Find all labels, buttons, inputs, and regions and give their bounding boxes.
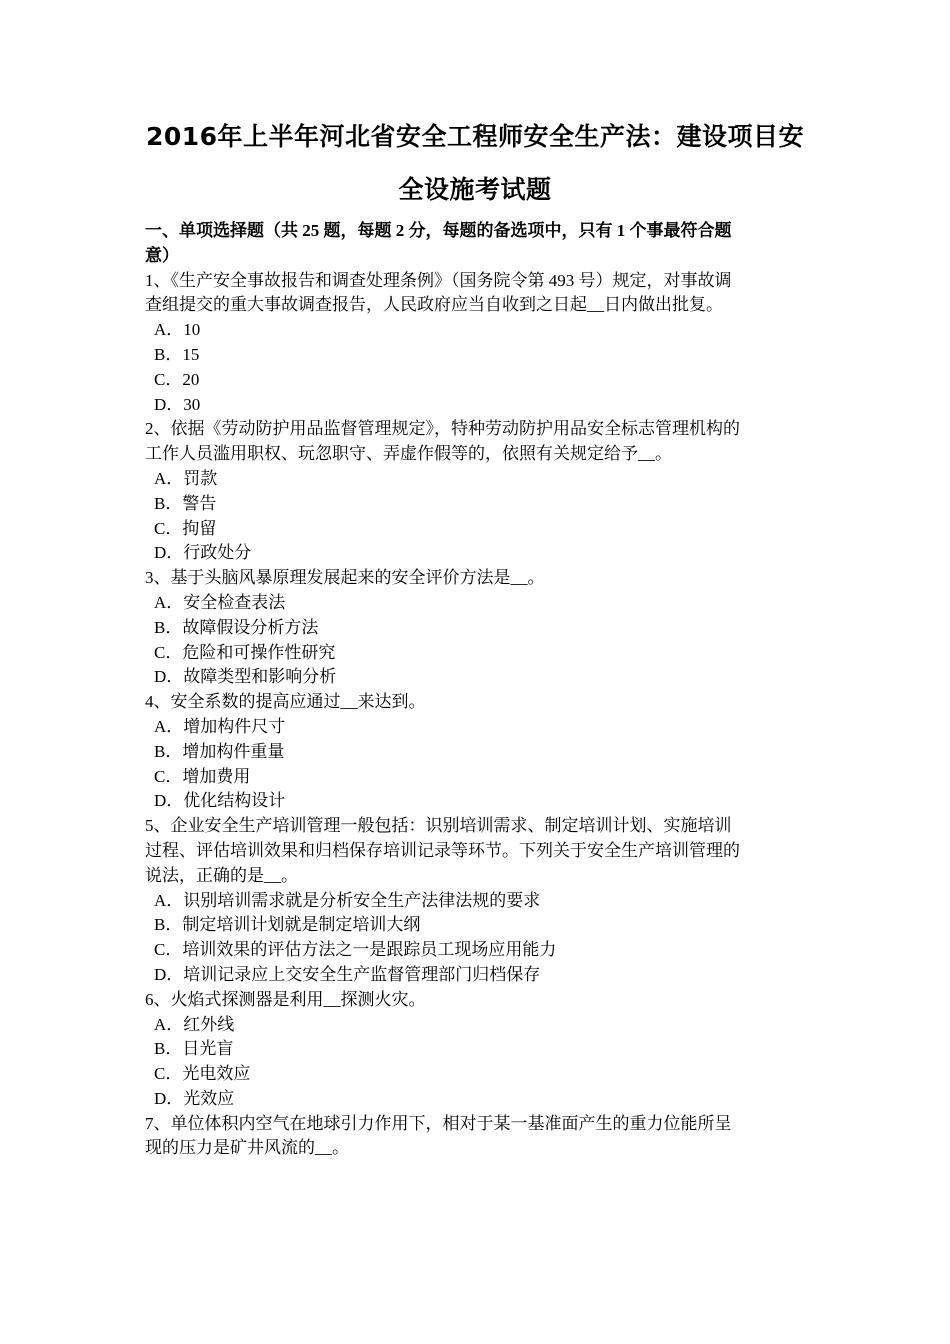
question-stem-line: 1、《生产安全事故报告和调查处理条例》（国务院令第 493 号）规定，对事故调 [145, 270, 732, 290]
section-heading [145, 219, 810, 269]
question-item [145, 690, 810, 814]
document-title-line-1: 2016年上半年河北省安全工程师安全生产法：建设项目安 [145, 122, 805, 151]
answer-option: B．警告 [154, 493, 217, 513]
question-stem-line: 2、依据《劳动防护用品监督管理规定》，特种劳动防护用品安全标志管理机构的 [145, 419, 740, 439]
answer-option: B．日光盲 [154, 1039, 234, 1059]
answer-option: D．光效应 [154, 1088, 235, 1108]
question-stem-line: 查组提交的重大事故调查报告，人民政府应当自收到之日起__日内做出批复。 [145, 295, 723, 315]
question-item [145, 988, 810, 1112]
answer-option: A．10 [154, 320, 201, 340]
answer-option: D．培训记录应上交安全生产监督管理部门归档保存 [154, 964, 541, 984]
answer-option: D．行政处分 [154, 543, 252, 563]
answer-option: B．15 [154, 344, 200, 364]
document-title-line-2: 全设施考试题 [398, 175, 552, 204]
answer-option: A．识别培训需求就是分析安全生产法律法规的要求 [154, 890, 541, 910]
question-item [145, 417, 810, 566]
answer-option: C．增加费用 [154, 766, 251, 786]
answer-option: C．拘留 [154, 518, 217, 538]
answer-option: A．罚款 [154, 468, 218, 488]
question-item [145, 814, 810, 988]
question-stem-line: 5、企业安全生产培训管理一般包括：识别培训需求、制定培训计划、实施培训 [145, 816, 732, 836]
question-item [145, 269, 810, 418]
question-item [145, 1112, 810, 1162]
question-stem-line: 现的压力是矿井风流的__。 [145, 1138, 349, 1158]
section-heading-line: 意） [145, 245, 179, 265]
answer-option: A．增加构件尺寸 [154, 716, 286, 736]
answer-option: C．培训效果的评估方法之一是跟踪员工现场应用能力 [154, 940, 557, 960]
answer-option: C．20 [154, 369, 200, 389]
answer-option: C．危险和可操作性研究 [154, 642, 336, 662]
answer-option: A．安全检查表法 [154, 592, 286, 612]
answer-option: D．优化结构设计 [154, 791, 286, 811]
question-stem-line: 6、火焰式探测器是利用__探测火灾。 [145, 989, 426, 1009]
question-stem-line: 7、单位体积内空气在地球引力作用下，相对于某一基准面产生的重力位能所呈 [145, 1113, 732, 1133]
answer-option: D．故障类型和影响分析 [154, 667, 337, 687]
document-body [145, 219, 810, 1161]
question-stem-line: 过程、评估培训效果和归档保存培训记录等环节。下列关于安全生产培训管理的 [145, 840, 740, 860]
question-stem-line: 说法，正确的是__。 [145, 865, 298, 885]
answer-option: B．故障假设分析方法 [154, 617, 319, 637]
answer-option: B．增加构件重量 [154, 741, 285, 761]
question-stem-line: 4、安全系数的提高应通过__来达到。 [145, 692, 426, 712]
answer-option: D．30 [154, 394, 201, 414]
question-stem-line: 工作人员滥用职权、玩忽职守、弄虚作假等的，依照有关规定给予__。 [145, 444, 672, 464]
answer-option: A．红外线 [154, 1014, 235, 1034]
question-list [145, 269, 810, 1162]
answer-option: B．制定培训计划就是制定培训大纲 [154, 915, 421, 935]
question-item [145, 566, 810, 690]
question-stem-line: 3、基于头脑风暴原理发展起来的安全评价方法是__。 [145, 568, 545, 588]
section-heading-line: 一、单项选择题（共 25 题，每题 2 分，每题的备选项中，只有 1 个事最符合题 [145, 221, 732, 240]
answer-option: C．光电效应 [154, 1064, 251, 1084]
